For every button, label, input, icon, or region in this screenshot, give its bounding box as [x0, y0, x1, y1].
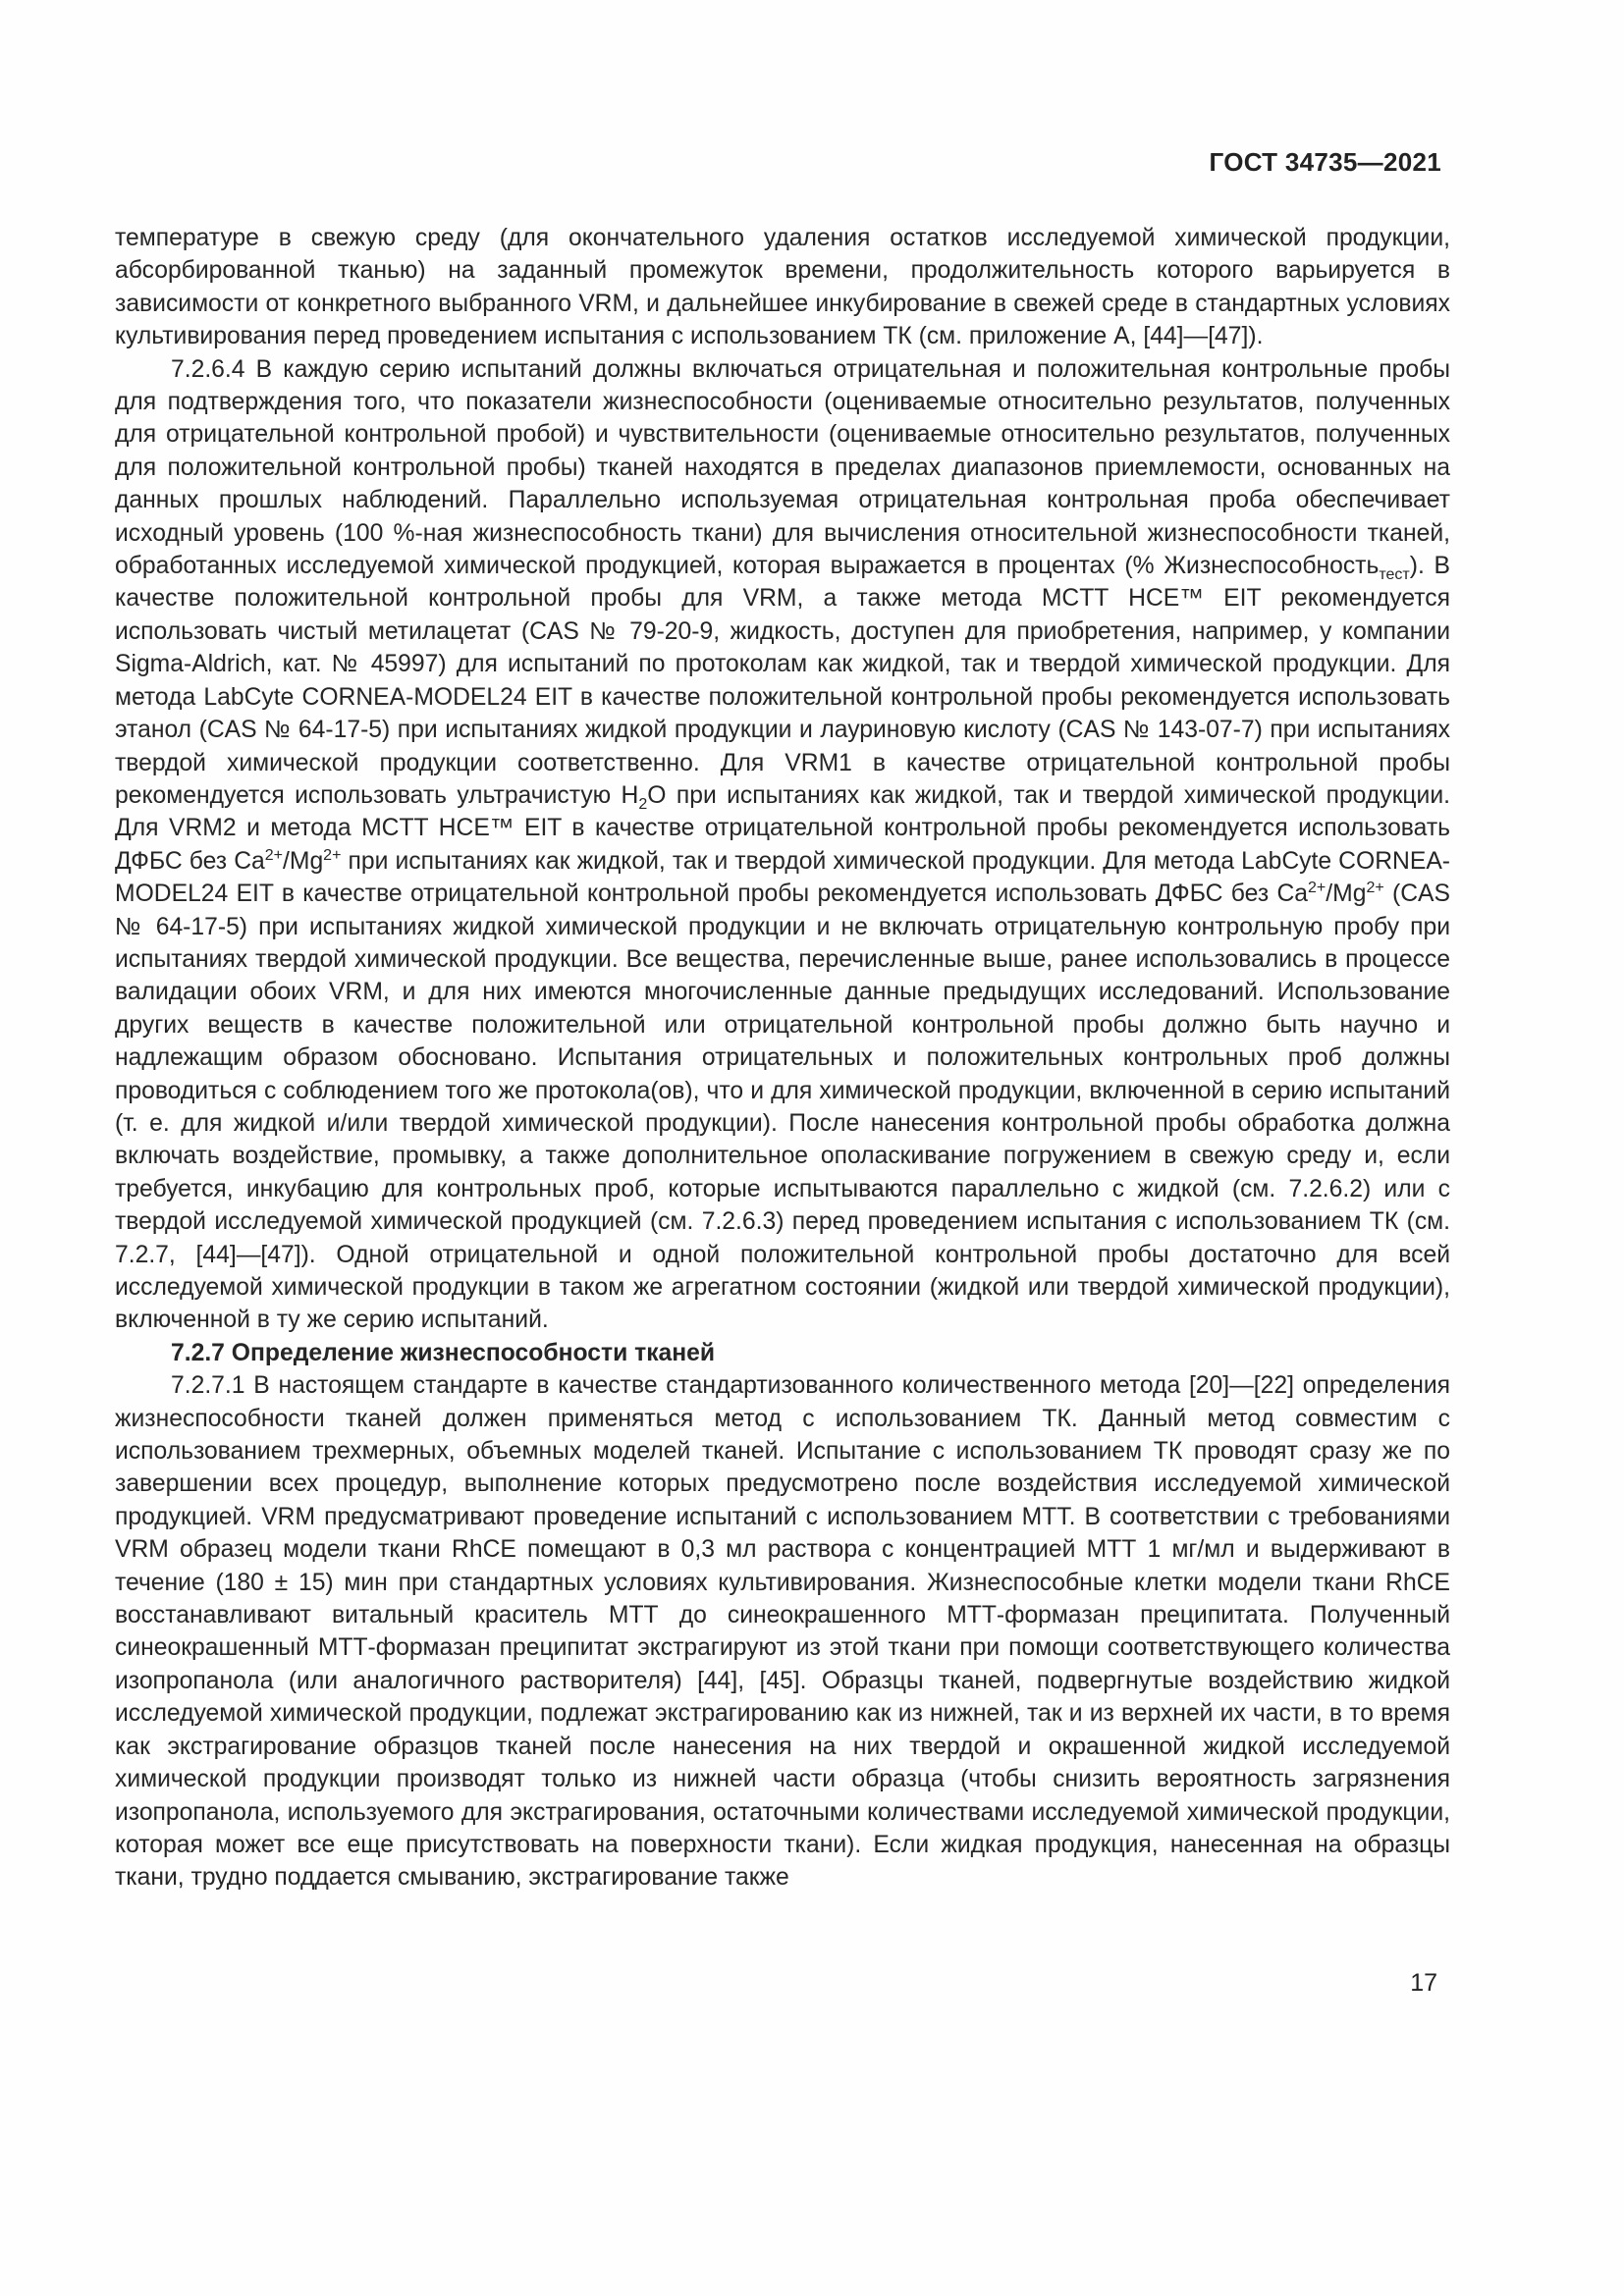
document-code-header: ГОСТ 34735—2021 [1209, 147, 1441, 177]
page-number: 17 [1410, 1969, 1437, 1997]
paragraph-7-2-6-4: 7.2.6.4 В каждую серию испытаний должны включаться отрицательная и положительная контрольные пробы для подтверждения того, что показатели жизнеспособности (оцениваемые относительно результатов, полученных для отрицательной контрольной пробой) и чувствительности (оцениваемые относительно результатов, полученных для положительной контрольной пробы) тканей находятся в пределах диапазонов приемлемости, основанных на данных прошлых наблюдений. Параллельно используемая отрицательная контрольная проба обеспечивает исходный уровень (100 %-ная жизнеспособность ткани) для вычисления относительной жизнеспособности тканей, обработанных исследуемой химической продукцией, которая выражается в процентах (% Жизнеспособность$_{тест}$). В качестве положительной контрольной пробы для VRM, а также метода MCTT HCE™ EIT рекомендуется использовать чистый метилацетат (CAS № 79-20-9, жидкость, доступен для приобретения, например, у компании Sigma-Aldrich, кат. № 45997) для испытаний по протоколам как жидкой, так и твердой химической продукции. Для метода LabCyte CORNEA-MODEL24 EIT в качестве положительной контрольной пробы рекомендуется использовать этанол (CAS № 64-17-5) при испытаниях жидкой продукции и лауриновую кислоту (CAS № 143-07-7) при испытаниях твердой химической продукции соответственно. Для VRM1 в качестве отрицательной контрольной пробы рекомендуется использовать ультрачистую $H_2O$ при испытаниях как жидкой, так и твердой химической продукции. Для VRM2 и метода MCTT HCE™ EIT в качестве отрицательной контрольной пробы рекомендуется использовать ДФБС без $Ca^{2+}/Mg^{2+}$ при испытаниях как жидкой, так и твердой химической продукции. Для метода LabCyte CORNEA-MODEL24 EIT в качестве отрицательной контрольной пробы рекомендуется использовать ДФБС без $Ca^{2+}/Mg^{2+}$ (CAS № 64-17-5) при испытаниях жидкой химической продукции и не включать отрицательную контрольную пробу при испытаниях твердой химической продукции. Все вещества, перечисленные выше, ранее использовались в процессе валидации обоих VRM, и для них имеются многочисленные данные предыдущих исследований. Использование других веществ в качестве положительной или отрицательной контрольной пробы должно быть научно и надлежащим образом обосновано. Испытания отрицательных и положительных контрольных проб должны проводиться с соблюдением того же протокола(ов), что и для химической продукции, включенной в серию испытаний (т. е. для жидкой и/или твердой химической продукции). После нанесения контрольной пробы обработка должна включать воздействие, промывку, а также дополнительное ополаскивание погружением в свежую среду и, если требуется, инкубацию для контрольных проб, которые испытываются параллельно с жидкой (см. 7.2.6.2) или с твердой исследуемой химической продукцией (см. 7.2.6.3) перед проведением испытания с использованием ТК (см. 7.2.7, [44]—[47]). Одной отрицательной и одной положительной контрольной пробы достаточно для всей исследуемой химической продукции в таком же агрегатном состоянии (жидкой или твердой химической продукции), включенной в ту же серию испытаний. [115, 355, 1451, 1334]
section-heading-7-2-7: 7.2.7 Определение жизнеспособности тканей [171, 1339, 716, 1366]
paragraph-7-2-7-1: 7.2.7.1 В настоящем стандарте в качестве стандартизованного количественного метода [20]—[22] определения жизнеспособности тканей должен применяться метод с использованием ТК. Данный метод совместим с использованием трехмерных, объемных моделей тканей. Испытание с использованием ТК проводят сразу же по завершении всех процедур, выполнение которых предусмотрено после воздействия исследуемой химической продукцией. VRM предусматривают проведение испытаний с использованием МТТ. В соответствии с требованиями VRM образец модели ткани RhCE помещают в 0,3 мл раствора с концентрацией МТТ 1 мг/мл и выдерживают в течение (180 ± 15) мин при стандартных условиях культивирования. Жизнеспособные клетки модели ткани RhCE восстанавливают витальный краситель МТТ до синеокрашенного МТТ-формазан преципитата. Полученный синеокрашенный МТТ-формазан преципитат экстрагируют из этой ткани при помощи соответствующего количества изопропанола (или аналогичного растворителя) [44], [45]. Образцы тканей, подвергнутые воздействию жидкой исследуемой химической продукции, подлежат экстрагированию как из нижней, так и из верхней их части, в то время как экстрагирование образцов тканей после нанесения на них твердой и окрашенной жидкой исследуемой химической продукции производят только из нижней части образца (чтобы снизить вероятность загрязнения изопропанола, используемого для экстрагирования, остаточными количествами исследуемой химической продукции, которая может все еще присутствовать на поверхности ткани). Если жидкая продукция, нанесенная на образцы ткани, трудно поддается смыванию, экстрагирование также [115, 1372, 1450, 1892]
paragraph-continuation: температуре в свежую среду (для окончательного удаления остатков исследуемой химической продукции, абсорбированной тканью) на заданный промежуток времени, продолжительность которого варьируется в зависимости от конкретного выбранного VRM, и дальнейшее инкубирование в свежей среде в стандартных условиях культивирования перед проведением испытания с использованием ТК (см. приложение А, [44]—[47]). [115, 225, 1450, 350]
document-body [115, 222, 1450, 1895]
